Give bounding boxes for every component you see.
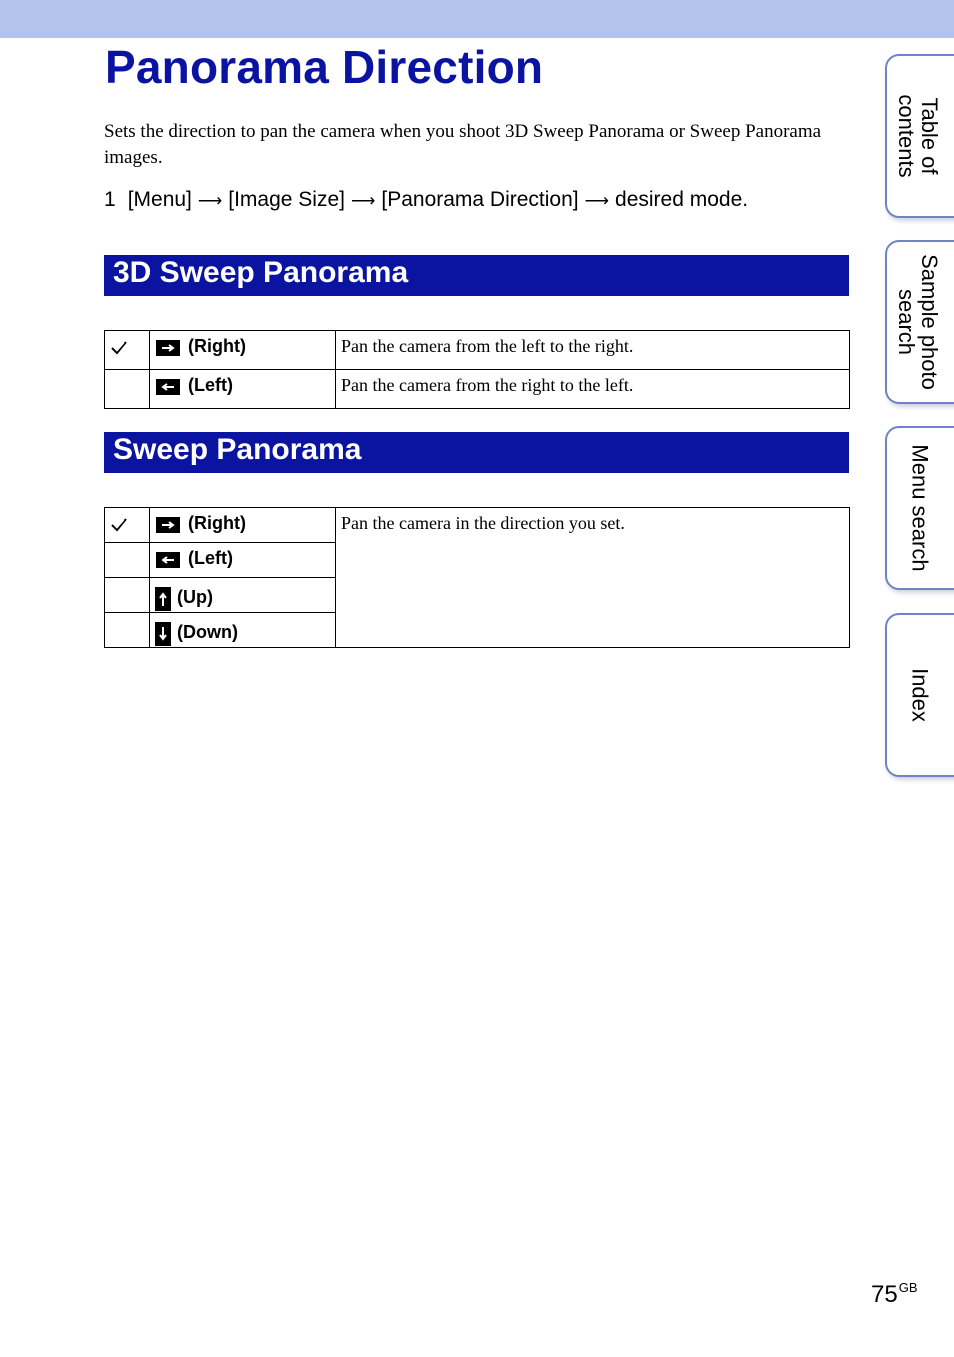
pan-left-icon: [156, 552, 180, 568]
step-panorama-direction: [Panorama Direction]: [381, 188, 579, 211]
tab-label: Menu search: [907, 444, 933, 572]
mode-label: (Up): [177, 586, 213, 607]
step-menu: [Menu]: [127, 188, 192, 211]
pan-up-icon: [155, 587, 171, 611]
page-title: Panorama Direction: [105, 41, 544, 93]
mode-cell: [150, 543, 336, 578]
options-table-3d-sweep: [104, 330, 850, 409]
section-heading-sweep: Sweep Panorama: [104, 432, 849, 473]
intro-text: Sets the direction to pan the camera when you shoot 3D Sweep Panorama or Sweep Panorama images.: [104, 121, 822, 168]
table-row: [105, 370, 850, 409]
default-cell: [105, 370, 150, 409]
default-cell: [105, 543, 150, 578]
default-cell: [105, 331, 150, 370]
default-cell: [105, 578, 150, 613]
default-check-icon: [110, 517, 128, 533]
mode-label: (Right): [188, 513, 246, 533]
page-suffix: GB: [898, 1280, 918, 1295]
tab-label: Table of contents: [894, 94, 942, 178]
pan-down-icon: [155, 622, 171, 646]
mode-label: (Left): [188, 548, 233, 568]
step-image-size: [Image Size]: [228, 188, 345, 211]
menu-step: [104, 188, 748, 212]
tab-index[interactable]: [885, 613, 954, 777]
default-check-icon: [110, 340, 128, 356]
table-row: [105, 508, 850, 543]
mode-label: (Right): [188, 336, 246, 356]
step-desired-mode: desired mode.: [615, 188, 749, 211]
description-cell: Pan the camera from the right to the left.: [336, 370, 850, 409]
tab-table-of-contents[interactable]: [885, 54, 954, 218]
table-row: [105, 331, 850, 370]
mode-cell: [150, 508, 336, 543]
tab-label: Sample photo search: [894, 254, 942, 390]
tab-menu-search[interactable]: [885, 426, 954, 590]
tab-sample-photo-search[interactable]: [885, 240, 954, 404]
description-cell: Pan the camera from the left to the right.: [336, 331, 850, 370]
default-cell: [105, 613, 150, 648]
mode-label: (Down): [177, 621, 238, 642]
tab-label: Index: [907, 668, 933, 722]
section-heading-3d-sweep: 3D Sweep Panorama: [104, 255, 849, 296]
arrow-right-icon: ⟶: [197, 191, 223, 210]
mode-cell: [150, 370, 336, 409]
arrow-right-icon: ⟶: [584, 191, 610, 210]
mode-cell: [150, 613, 336, 648]
pan-left-icon: [156, 379, 180, 395]
mode-label: (Left): [188, 375, 233, 395]
arrow-right-icon: ⟶: [351, 191, 376, 210]
mode-cell: [150, 331, 336, 370]
step-number: 1: [104, 188, 116, 211]
page-number: $75^{GB}$: [871, 1280, 918, 1308]
options-table-sweep: [104, 507, 850, 648]
mode-cell: [150, 578, 336, 613]
header-band: [0, 0, 954, 38]
default-cell: [105, 508, 150, 543]
pan-right-icon: [156, 517, 180, 533]
description-cell: Pan the camera in the direction you set.: [336, 508, 850, 648]
pan-right-icon: [156, 340, 180, 356]
